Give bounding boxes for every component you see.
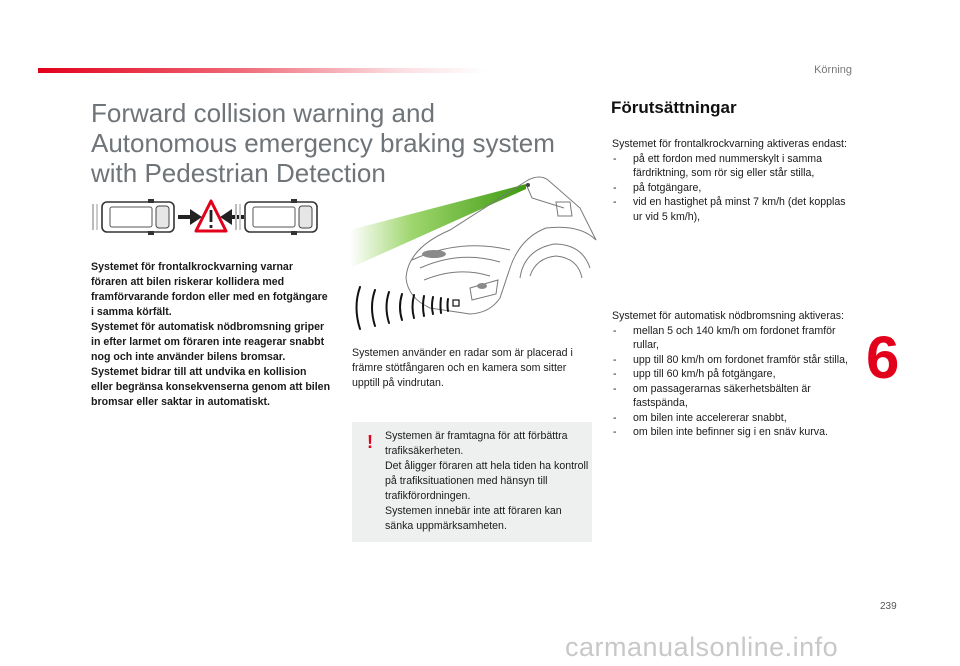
section-label: Körning — [814, 64, 852, 76]
chapter-number: 6 — [866, 324, 900, 391]
conditions-intro: Systemet för frontalkrockvarning aktiveras endast: — [612, 138, 847, 150]
title-line: Forward collision warning and — [91, 98, 435, 128]
list-item: - om passagerarnas säkerhetsbälten är fastspända, — [612, 382, 852, 411]
collision-illustration — [90, 198, 332, 236]
intro-paragraph: Systemet för automatisk nödbromsning griper in efter larmet om föraren inte reagerar snabbt nog och inte använder bilens bromsar. — [91, 321, 325, 363]
page-number: 239 — [880, 601, 897, 612]
warning-box — [352, 422, 592, 542]
intro-paragraph: Systemet bidrar till att undvika en kollision eller begränsa konsekvenserna genom att bilen bromsar eller saktar in automatiskt. — [91, 366, 331, 408]
intro-paragraph: Systemet för frontalkrockvarning varnar föraren att bilen riskerar kollidera med framförvarande fordon eller med en fotgängare i samma körfält. — [91, 261, 328, 318]
radar-wave-group — [357, 287, 449, 329]
image-caption: Systemen använder en radar som är placerad i främre stötfångaren och en kamera som sitter upptill på vindrutan. — [352, 347, 573, 389]
conditions-intro: Systemet för automatisk nödbromsning aktiveras: — [612, 310, 844, 322]
list-item: - på fotgängare, — [612, 181, 852, 196]
arrow-right-icon — [178, 209, 202, 225]
warning-text — [385, 429, 589, 534]
watermark: carmanualsonline.info — [565, 632, 839, 662]
conditions-list — [612, 324, 852, 440]
exclamation-icon: ! — [367, 432, 373, 452]
braking-activation-conditions — [612, 309, 852, 440]
list-item: - upp till 60 km/h på fotgängare, — [612, 367, 852, 382]
warning-line: Systemen är framtagna för att förbättra trafiksäkerheten. — [385, 430, 568, 457]
radar-sensor-icon — [453, 300, 459, 306]
list-item: - upp till 80 km/h om fordonet framför står stilla, — [612, 353, 852, 368]
conditions-list — [612, 152, 852, 225]
warning-activation-conditions — [612, 137, 852, 224]
list-item: - på ett fordon med nummerskylt i samma färdriktning, som rör sig eller står stilla, — [612, 152, 852, 181]
front-van-icon — [235, 199, 317, 235]
warning-line: Det åligger föraren att hela tiden ha kontroll på trafiksituationen med hänsyn till trafikförordningen. — [385, 460, 589, 502]
list-item: - om bilen inte accelererar snabbt, — [612, 411, 852, 426]
prerequisites-heading: Förutsättningar — [611, 98, 737, 117]
rear-van-icon — [92, 199, 174, 235]
intro-text — [91, 260, 331, 410]
list-item: - mellan 5 och 140 km/h om fordonet framför rullar, — [612, 324, 852, 353]
chapter-color-bar — [38, 68, 488, 73]
list-item: - vid en hastighet på minst 7 km/h (det kopplas ur vid 5 km/h), — [612, 195, 852, 224]
camera-icon — [526, 183, 530, 187]
title-line: Autonomous emergency braking system — [91, 128, 555, 158]
radar-waves-illustration — [352, 283, 467, 333]
list-item: - om bilen inte befinner sig i en snäv kurva. — [612, 425, 852, 440]
title-line: with Pedestrian Detection — [91, 158, 386, 188]
warning-line: Systemen innebär inte att föraren kan sänka uppmärksamheten. — [385, 505, 562, 532]
